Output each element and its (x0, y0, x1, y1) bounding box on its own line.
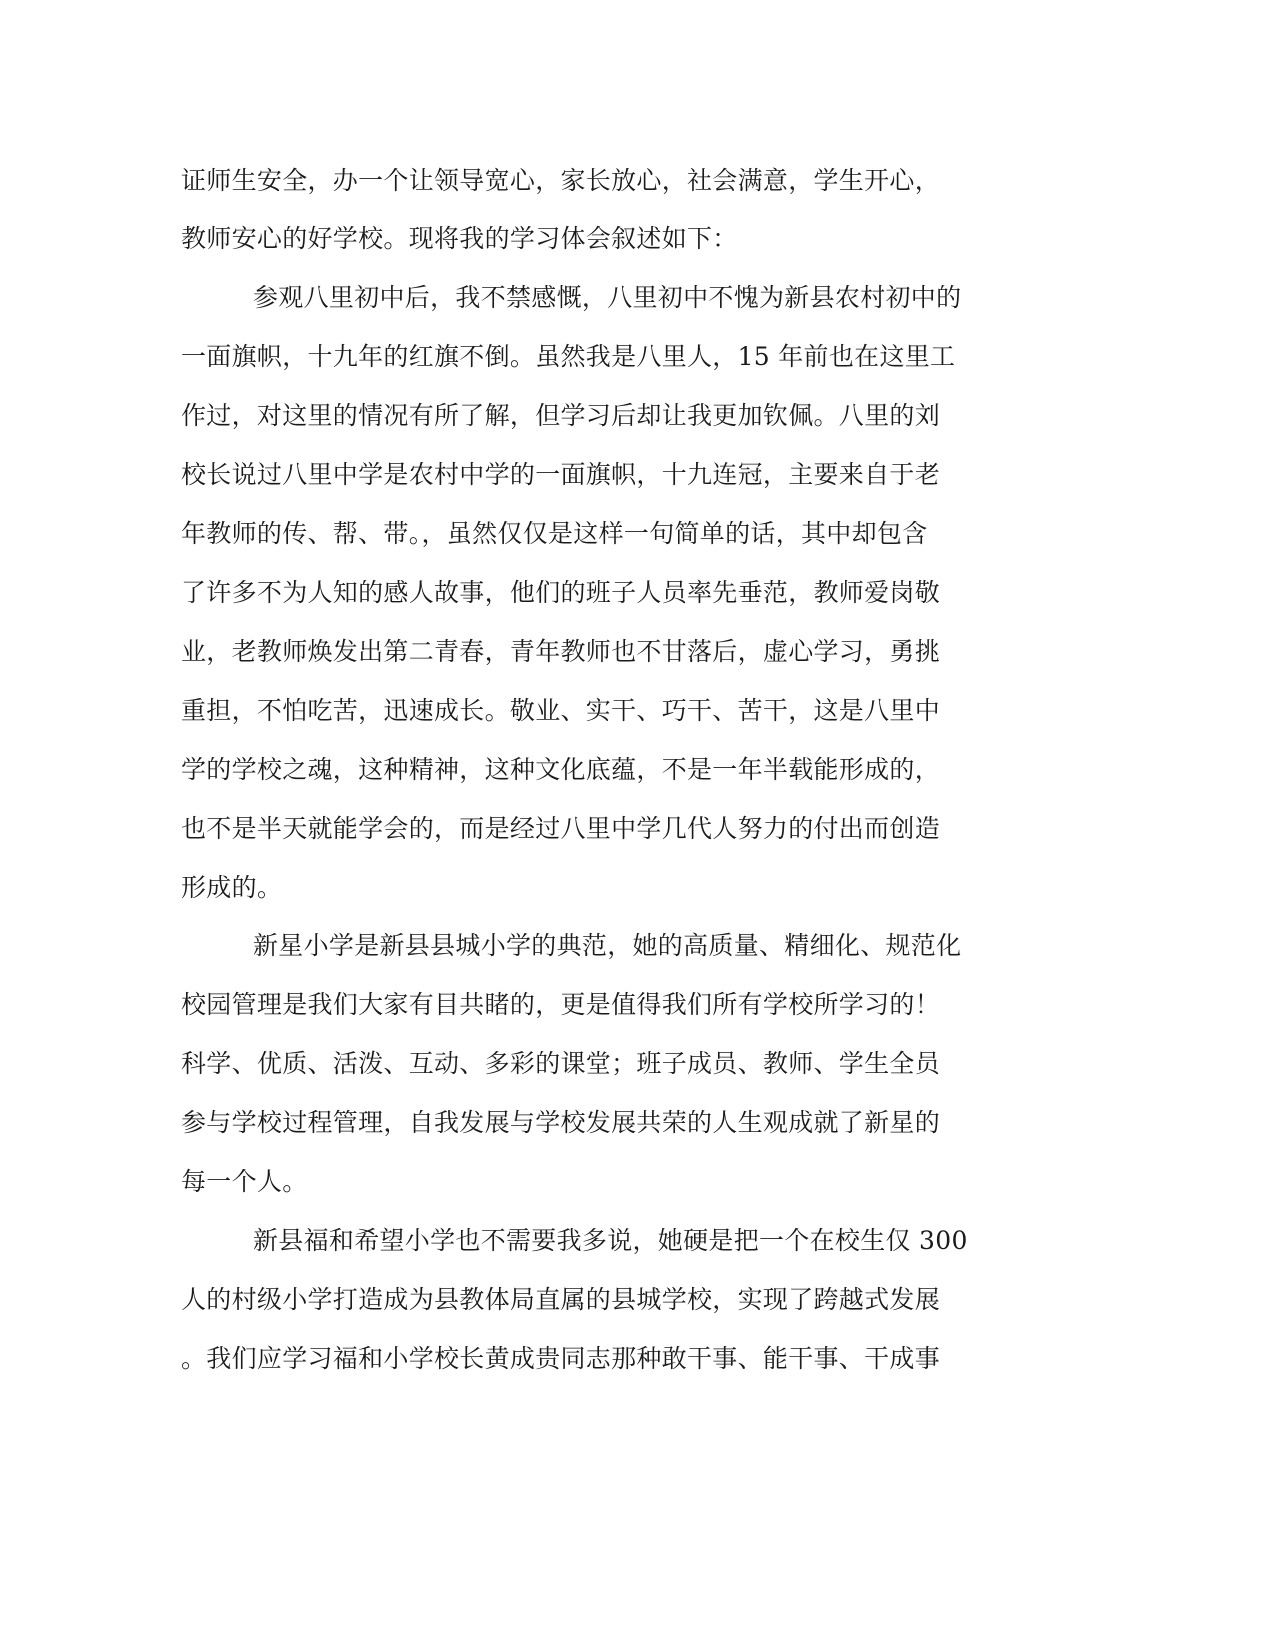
paragraph-line: 科学、优质、活泼、互动、多彩的课堂；班子成员、教师、学生全员 (181, 1049, 941, 1078)
paragraph-line: 学的学校之魂，这种精神，这种文化底蕴，不是一年半载能形成的， (181, 755, 941, 784)
paragraph-line: 重担，不怕吃苦，迅速成长。敬业、实干、巧干、苦干，这是八里中 (181, 696, 941, 725)
paragraph-line: 参与学校过程管理，自我发展与学校发展共荣的人生观成就了新星的 (181, 1108, 941, 1137)
paragraph-line: 证师生安全，办一个让领导宽心，家长放心，社会满意，学生开心， (181, 166, 941, 195)
paragraph-line: 了许多不为人知的感人故事，他们的班子人员率先垂范，教师爱岗敬 (181, 578, 941, 607)
paragraph-line: 教师安心的好学校。现将我的学习体会叙述如下： (181, 224, 738, 253)
paragraph-line: 校长说过八里中学是农村中学的一面旗帜，十九连冠，主要来自于老 (181, 460, 941, 489)
paragraph-line: 每一个人。 (181, 1167, 308, 1196)
paragraph-line: 一面旗帜，十九年的红旗不倒。虽然我是八里人，15 年前也在这里工 (181, 342, 956, 371)
paragraph-line: 。我们应学习福和小学校长黄成贵同志那种敢干事、能干事、干成事 (181, 1344, 941, 1373)
paragraph-line: 年教师的传、帮、带。，虽然仅仅是这样一句简单的话，其中却包含 (181, 519, 928, 548)
paragraph-line: 业，老教师焕发出第二青春，青年教师也不甘落后，虚心学习，勇挑 (181, 637, 941, 666)
paragraph-line: 作过，对这里的情况有所了解，但学习后却让我更加钦佩。八里的刘 (181, 401, 941, 430)
paragraph-line: 人的村级小学打造成为县教体局直属的县城学校，实现了跨越式发展 (181, 1285, 941, 1314)
paragraph-first-line: 新县福和希望小学也不需要我多说，她硬是把一个在校生仅 300 (253, 1226, 968, 1255)
paragraph-first-line: 新星小学是新县县城小学的典范，她的高质量、精细化、规范化 (253, 931, 962, 960)
paragraph-first-line: 参观八里初中后，我不禁感慨，八里初中不愧为新县农村初中的 (253, 283, 962, 312)
paragraph-line: 形成的。 (181, 873, 283, 902)
paragraph-line: 校园管理是我们大家有目共睹的，更是值得我们所有学校所学习的！ (181, 990, 941, 1019)
paragraph-line: 也不是半天就能学会的，而是经过八里中学几代人努力的付出而创造 (181, 814, 941, 843)
